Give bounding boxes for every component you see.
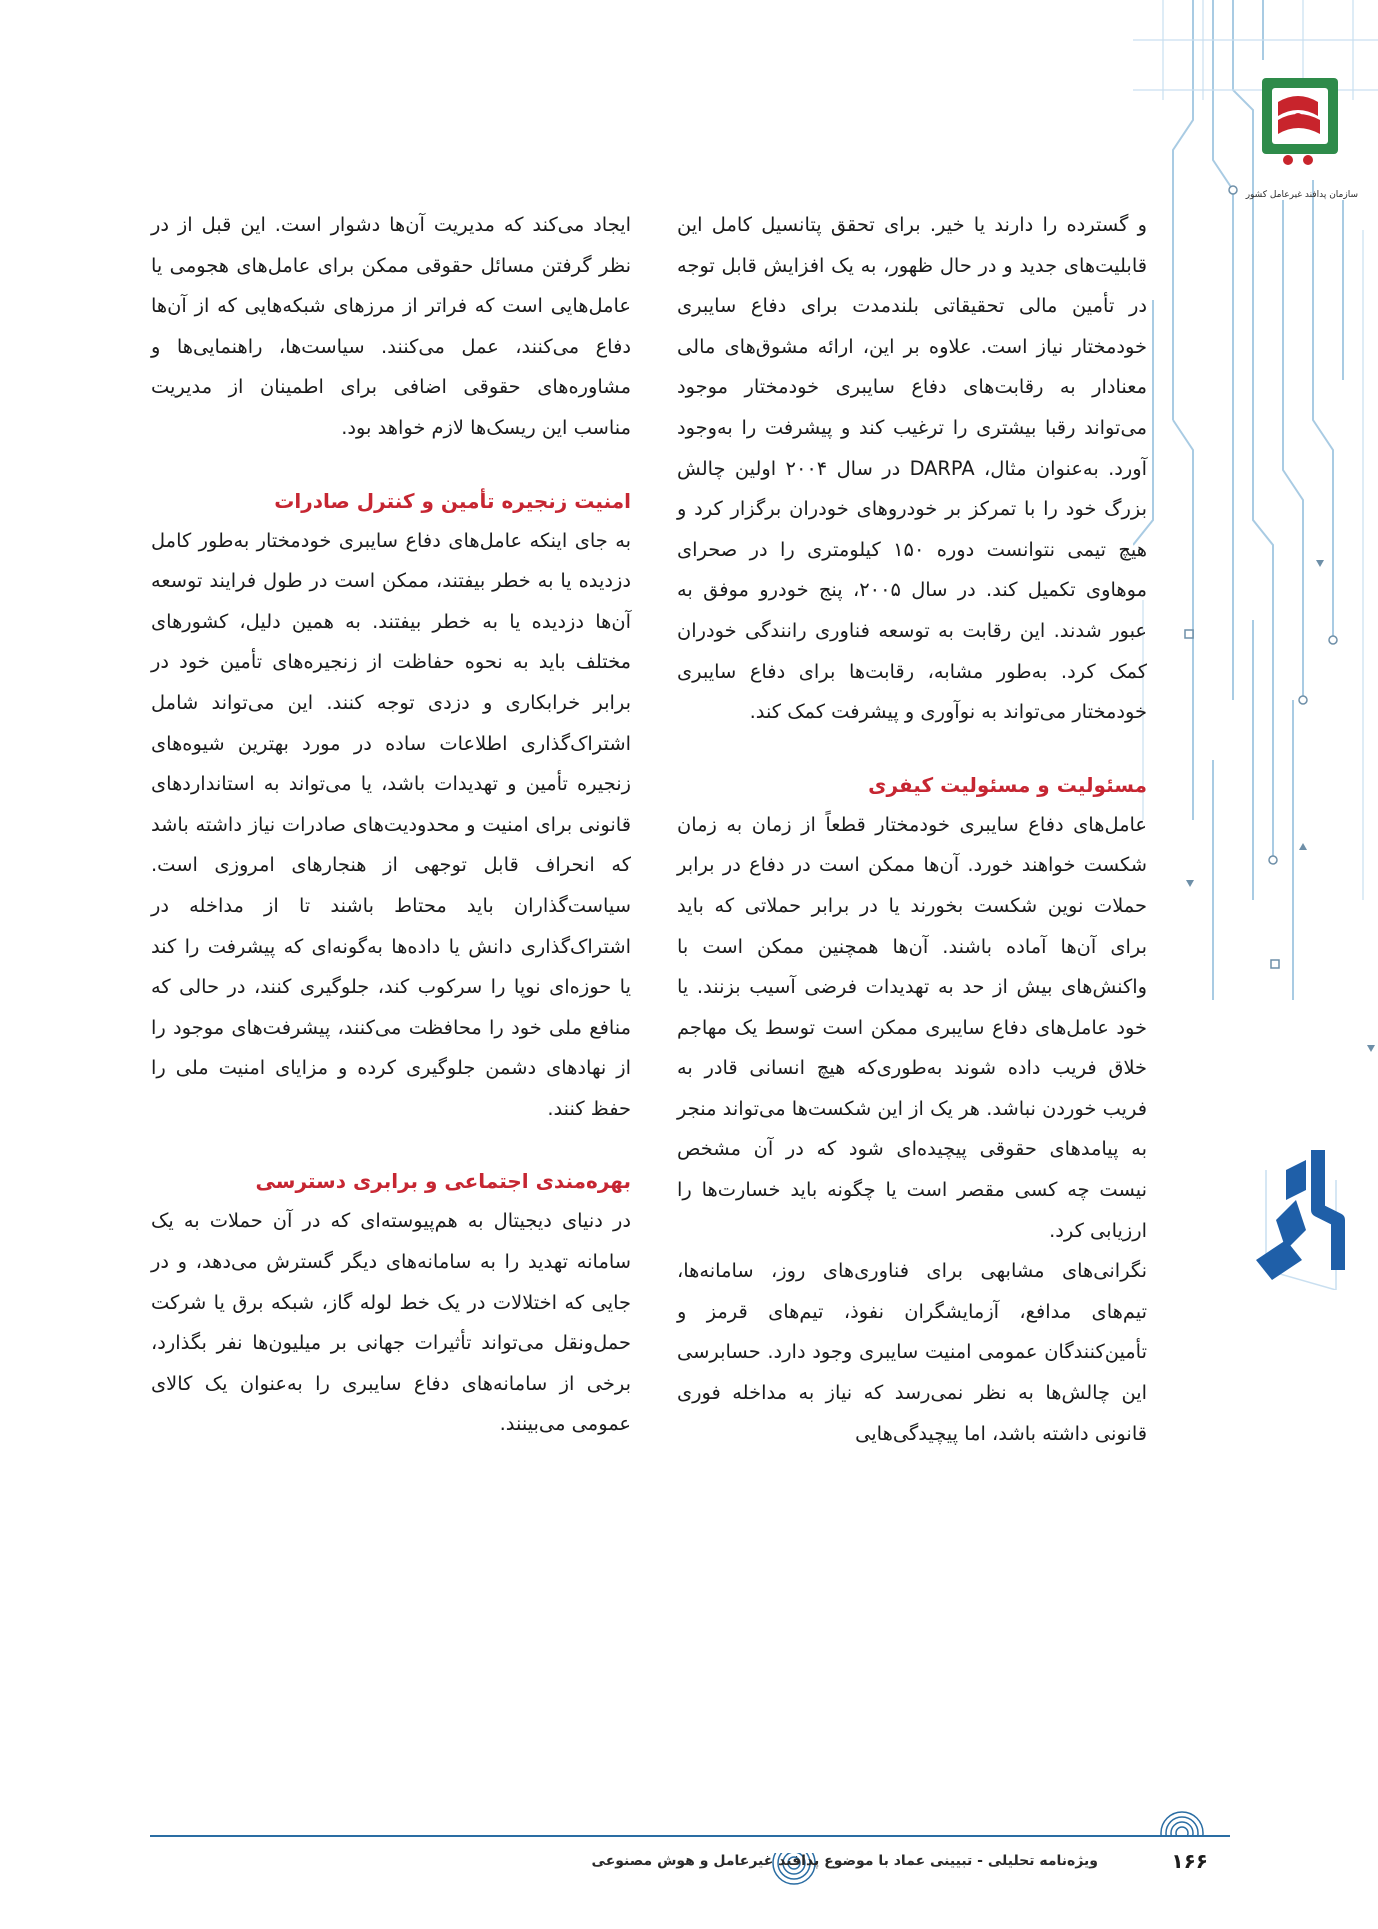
section-heading: امنیت زنجیره تأمین و کنترل صادرات — [274, 488, 631, 513]
organization-emblem-icon — [1258, 72, 1358, 172]
paragraph: عامل‌های دفاع سایبری خودمختار قطعاً از زمان به زمان شکست خواهند خورد. آن‌ها ممکن است در دفاع در برابر حملات نوین شکست بخورند یا در برابر حملاتی که باید برای آن‌ها آماده باشند. آن‌ها همچنین ممکن است با واکنش‌های بیش از حد به تهدیدات فرضی آسیب بزنند. یا خود عامل‌های دفاع سایبری ممکن است توسط یک مهاجم خلاق فریب داده شوند به‌طوری‌که هیچ انسانی قادر به فریب خوردن نباشد. هر یک از این شکست‌ها می‌تواند منجر به پیامدهای حقوقی پیچیده‌ای شود که در آن مشخص نیست چه کسی مقصر است یا چگونه باید خسارت‌ها را ارزیابی کرد. — [677, 812, 1147, 1242]
emad-logo — [1246, 1140, 1356, 1290]
publication-title: ویژه‌نامه تحلیلی - تبیینی عماد با موضوع پدافند غیرعامل و هوش مصنوعی — [591, 1853, 1098, 1869]
page-number: ۱۶۶ — [1171, 1849, 1208, 1873]
paragraph: نگرانی‌های مشابهی برای فناوری‌های روز، سامانه‌ها، تیم‌های مدافع، آزمایشگران نفوذ، تیم‌های قرمز و تأمین‌کنندگان عمومی امنیت سایبری وجود دارد. حسابرسی این چالش‌ها به نظر نمی‌رسد که نیاز به مداخله فوری قانونی داشته باشد، اما پیچیدگی‌هایی — [677, 1259, 1147, 1445]
article-column-right — [677, 205, 1147, 1454]
section-heading: مسئولیت و مسئولیت کیفری — [868, 772, 1147, 797]
organization-logo — [1245, 72, 1358, 200]
paragraph: و گسترده را دارند یا خیر. برای تحقق پتانسیل کامل این قابلیت‌های جدید و در حال ظهور، به یک افزایش قابل توجه در تأمین مالی تحقیقاتی بلندمدت برای دفاع سایبری خودمختار نیاز است. علاوه بر این، ارائه مشوق‌های مالی معنادار به رقابت‌های دفاع سایبری خودمختار موجود می‌تواند رقبا بیشتری را ترغیب کند و پیشرفت را به‌وجود آورد. به‌عنوان مثال، DARPA در سال ۲۰۰۴ اولین چالش بزرگ خود را با تمرکز بر خودروهای خودران برگزار کرد و هیچ تیمی نتوانست دوره ۱۵۰ کیلومتری را در صحرای موهاوی تکمیل کند. در سال ۲۰۰۵، پنج خودرو موفق به عبور شدند. این رقابت به توسعه فناوری رانندگی خودران کمک کرد. به‌طور مشابه، رقابت‌ها برای دفاع سایبری خودمختار می‌تواند به نوآوری و پیشرفت کمک کند. — [677, 213, 1148, 724]
concentric-rings-icon — [1154, 1805, 1210, 1835]
emad-emblem-icon — [1246, 1140, 1356, 1290]
paragraph: به جای اینکه عامل‌های دفاع سایبری خودمختار به‌طور کامل دزدیده یا به خطر بیفتند، ممکن است در طول فرایند توسعه آن‌ها دزدیده یا به خطر بیفتند. به همین دلیل، کشورهای مختلف باید به نحوه حفاظت از زنجیره‌های تأمین خود در برابر خرابکاری و دزدی توجه کنند. این می‌تواند شامل اشتراک‌گذاری اطلاعات ساده در مورد بهترین شیوه‌های زنجیره تأمین و تهدیدات باشد، یا می‌تواند به استانداردهای قانونی برای امنیت و محدودیت‌های صادرات نیاز داشته باشد که انحراف قابل توجهی از هنجارهای امروزی است. سیاست‌گذاران باید محتاط باشند تا از مداخله در اشتراک‌گذاری دانش یا داده‌ها به‌گونه‌ای که پیشرفت را کند یا حوزه‌ای نوپا را سرکوب کند، جلوگیری کنند، در حالی که منافع ملی خود را محافظت می‌کنند، پیشرفت‌های موجود را از نهادهای دشمن جلوگیری کرده و مزایای امنیت ملی را حفظ کنند. — [151, 528, 631, 1120]
paragraph: در دنیای دیجیتال به هم‌پیوسته‌ای که در آن حملات به یک سامانه تهدید را به سامانه‌های دیگر گسترش می‌دهد، و در جایی که اختلالات در یک خط لوله گاز، شبکه برق یا شرکت حمل‌ونقل می‌تواند تأثیرات جهانی بر میلیون‌ها نفر بگذارد، برخی از سامانه‌های دفاع سایبری را به‌عنوان یک کالای عمومی می‌بینند. — [151, 1209, 631, 1436]
organization-name: سازمان پدافند غیرعامل کشور — [1245, 190, 1358, 200]
section-heading: بهره‌مندی اجتماعی و برابری دسترسی — [255, 1169, 631, 1194]
footer-divider — [150, 1835, 1230, 1837]
article-column-left — [151, 205, 631, 1445]
page-footer — [0, 1769, 1378, 1929]
paragraph: ایجاد می‌کند که مدیریت آن‌ها دشوار است. این قبل از در نظر گرفتن مسائل حقوقی ممکن برای عامل‌های هجومی یا عامل‌هایی است که فراتر از مرزهای شبکه‌هایی که از آن‌ها دفاع می‌کنند، عمل می‌کنند. سیاست‌ها، راهنمایی‌ها و مشاوره‌های حقوقی اضافی برای اطمینان از مدیریت مناسب این ریسک‌ها لازم خواهد بود. — [151, 213, 631, 439]
